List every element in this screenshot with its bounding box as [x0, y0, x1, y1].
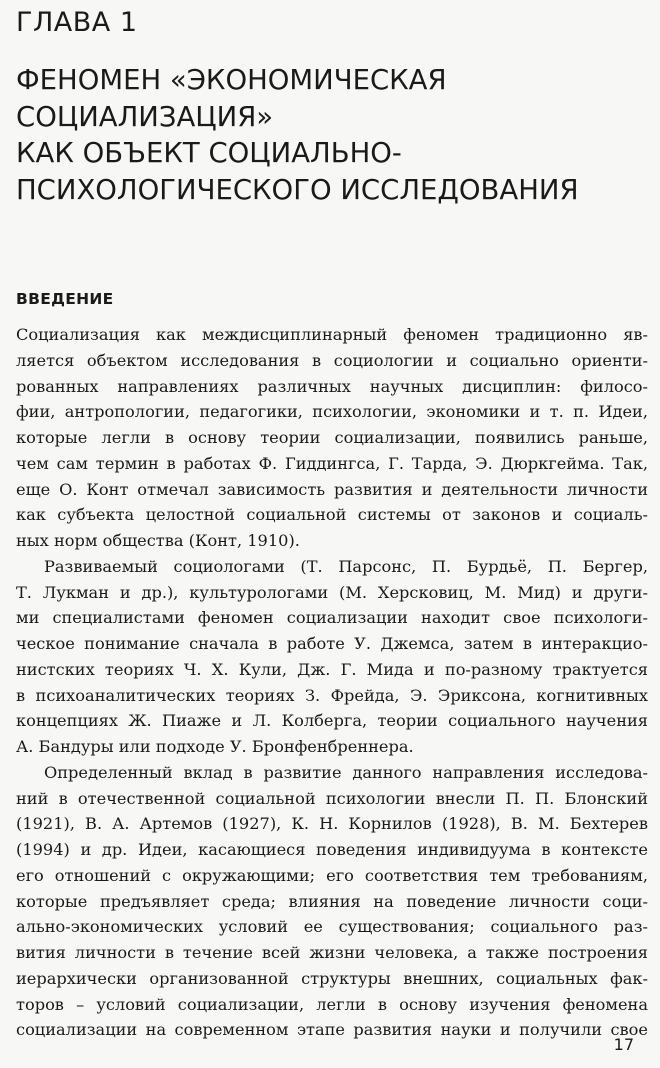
- text-line: рованных направлениях различных научных дисциплин: филосо-: [16, 376, 648, 396]
- chapter-title: [16, 62, 646, 208]
- text-line: чем сам термин в работах Ф. Гиддингса, Г. Тарда, Э. Дюркгейма. Так,: [16, 453, 648, 473]
- text-line: Т. Лукман и др.), культурологами (М. Херсковиц, М. Мид) и други-: [16, 582, 648, 602]
- book-page: [14, 0, 648, 1068]
- text-line: социализации на современном этапе развития науки и получили свое: [16, 1020, 648, 1040]
- text-line: ми специалистами феномен социализации находит свое психологи-: [16, 608, 648, 628]
- text-line: ческое понимание сначала в работе У. Джемса, затем в интеракцио-: [16, 634, 648, 653]
- chapter-title-line: ПСИХОЛОГИЧЕСКОГО ИССЛЕДОВАНИЯ: [16, 173, 579, 206]
- text-line: ально-экономических условий ее существования; социального раз-: [16, 917, 648, 937]
- text-line: ных норм общества (Конт, 1910).: [16, 531, 300, 550]
- text-line: Развиваемый социологами (Т. Парсонс, П. Бурдьё, П. Бергер,: [44, 556, 648, 576]
- paragraph: [16, 760, 648, 1043]
- text-line: еще О. Конт отмечал зависимость развития и деятельности личности: [16, 479, 648, 499]
- chapter-title-line: ФЕНОМЕН «ЭКОНОМИЧЕСКАЯ: [16, 64, 447, 96]
- chapter-title-line: КАК ОБЪЕКТ СОЦИАЛЬНО-: [16, 137, 402, 169]
- page-number: 17: [613, 1035, 634, 1054]
- text-line: (1921), В. А. Артемов (1927), К. Н. Корнилов (1928), В. М. Бехтерев: [16, 814, 648, 834]
- text-line: которые предъявляет среда; влияния на поведение личности соци-: [16, 891, 648, 911]
- text-line: торов – условий социализации, легли в основу изучения феномена: [16, 994, 648, 1014]
- text-line: А. Бандуры или подходе У. Бронфенбреннера.: [16, 737, 414, 756]
- text-line: Социализация как междисциплинарный феномен традиционно яв-: [16, 325, 648, 344]
- text-line: его отношений с окружающими; его соответствия тем требованиям,: [16, 865, 648, 885]
- chapter-title-line: СОЦИАЛИЗАЦИЯ»: [16, 100, 274, 133]
- paragraph: [16, 554, 648, 760]
- text-line: (1994) и др. Идеи, касающиеся поведения индивидуума в контексте: [16, 840, 648, 859]
- paragraph: [16, 322, 648, 554]
- text-line: нистских теориях Ч. Х. Кули, Дж. Г. Мида и по-разному трактуется: [16, 659, 648, 679]
- chapter-label: ГЛАВА 1: [16, 7, 138, 38]
- text-line: Определенный вклад в развитие данного направления исследова-: [44, 762, 648, 782]
- text-line: ний в отечественной социальной психологии внесли П. П. Блонский: [16, 788, 648, 808]
- text-line: в психоаналитических теориях З. Фрейда, Э. Эриксона, когнитивных: [16, 685, 648, 705]
- text-line: иерархически организованной структуры внешних, социальных фак-: [16, 968, 648, 988]
- text-line: фии, антропологии, педагогики, психологии, экономики и т. п. Идеи,: [16, 402, 648, 422]
- text-line: вития личности в течение всей жизни человека, а также построения: [16, 943, 648, 962]
- text-line: как субъекта целостной социальной системы от законов и социаль-: [16, 505, 648, 525]
- text-line: концепциях Ж. Пиаже и Л. Колберга, теории социального научения: [16, 711, 648, 731]
- text-line: которые легли в основу теории социализации, появились раньше,: [16, 428, 648, 447]
- body-text: [16, 322, 648, 1043]
- section-heading: ВВЕДЕНИЕ: [16, 290, 114, 308]
- text-line: ляется объектом исследования в социологии и социально ориенти-: [16, 350, 648, 370]
